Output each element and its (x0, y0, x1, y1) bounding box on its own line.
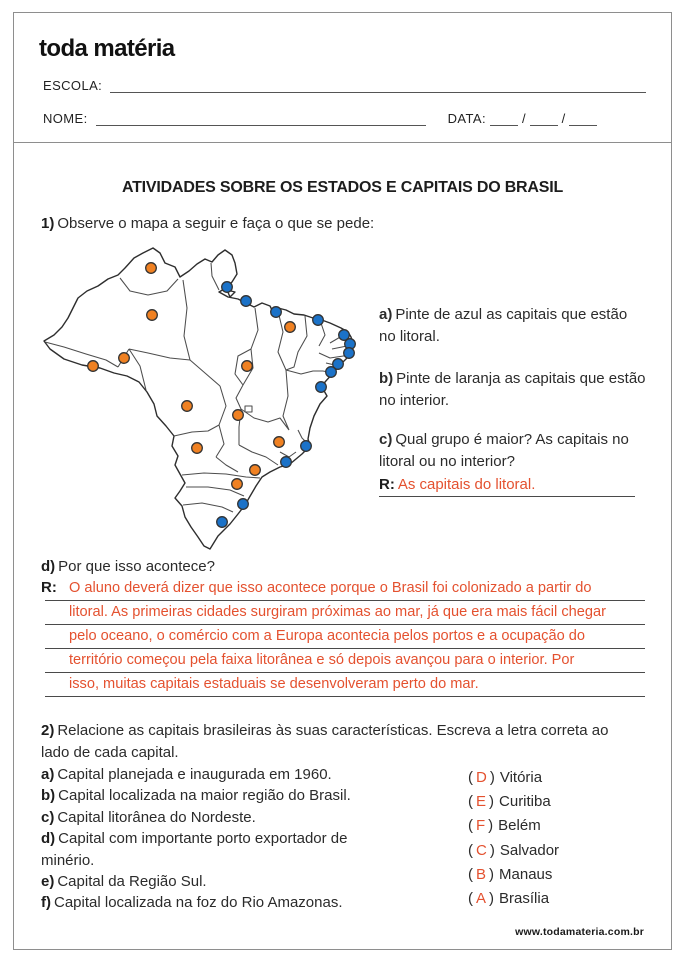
capital-dot-litoral (222, 282, 233, 293)
q2-answer-capital: Salvador (499, 841, 560, 859)
escola-row (43, 77, 646, 93)
question1-prompt (41, 213, 374, 235)
data-label: DATA: (447, 111, 486, 126)
nome-blank-line (96, 110, 426, 126)
q2-item-d-text: Capital com importante porto exportador de minério. (41, 830, 348, 869)
answer-d-label: R: (41, 579, 57, 596)
escola-blank-line (110, 77, 646, 93)
q2-answer-row: ( E ) Curitiba (468, 793, 551, 811)
question2-number: 2) (41, 722, 55, 739)
q1-item-d-letter: d) (41, 558, 56, 575)
q1-item-d (41, 556, 215, 578)
capital-dot-interior (250, 465, 261, 476)
answer-d-line: território começou pela faixa litorânea e só depois avançou para o interior. Por (45, 649, 645, 673)
capital-dot-litoral (241, 296, 252, 307)
q2-item-f-letter: f) (41, 894, 51, 912)
q2-answer-row: ( A ) Brasília (468, 889, 550, 907)
q2-answer-capital: Manaus (499, 865, 553, 883)
capital-dot-interior (285, 322, 296, 333)
capital-dot-interior (147, 310, 158, 321)
answer-c-text: As capitais do litoral. (397, 476, 536, 493)
date-slash: / (561, 111, 566, 126)
escola-label: ESCOLA: (43, 78, 103, 93)
data-month-blank (530, 110, 558, 126)
q2-item-a-text: Capital planejada e inaugurada em 1960. (57, 766, 332, 783)
capital-dot-litoral (316, 382, 327, 393)
nome-row (43, 110, 646, 126)
q2-item-d (41, 828, 389, 871)
q2-answers (468, 766, 559, 911)
q2-item-e-letter: e) (41, 873, 55, 891)
answer-d-line: pelo oceano, o comércio com a Europa acontecia pelos portos e a ocupação do (45, 625, 645, 649)
q1-item-d-text: Por que isso acontece? (58, 558, 215, 575)
q2-item-c-letter: c) (41, 808, 55, 826)
question1-text: Observe o mapa a seguir e faça o que se pede: (57, 215, 375, 232)
q1-item-c (379, 429, 647, 472)
data-day-blank (490, 110, 518, 126)
capital-dot-litoral (313, 315, 324, 326)
q1-item-c-letter: c) (379, 431, 393, 448)
header-box (13, 12, 672, 143)
capital-dot-interior (192, 443, 203, 454)
q2-answer-letter: A (476, 889, 487, 907)
content-box (13, 143, 672, 950)
q2-answer-capital: Vitória (499, 769, 543, 786)
q2-item-e-text: Capital da Região Sul. (57, 873, 207, 891)
q2-item-a-letter: a) (41, 766, 55, 783)
q2-answer-row: ( F ) Belém (468, 817, 541, 835)
question2-text: Relacione as capitais brasileiras às suas características. Escreva a letra correta ao lado de cada capital. (41, 722, 609, 761)
q2-answer-row: ( D ) Vitória (468, 769, 543, 786)
q2-item-c (41, 807, 389, 828)
capital-dot-litoral (281, 457, 292, 468)
answer-d-line: isso, muitas capitais estaduais se desenvolveram perto do mar. (45, 673, 645, 697)
q2-item-e (41, 871, 389, 892)
capital-dot-interior (119, 353, 130, 364)
q2-item-b-letter: b) (41, 787, 56, 805)
capital-dot-litoral (271, 307, 282, 318)
q1-item-b-text: Pinte de laranja as capitais que estão no interior. (379, 370, 646, 409)
q2-item-d-letter: d) (41, 830, 56, 848)
data-year-blank (569, 110, 597, 126)
q1-item-a (379, 304, 647, 347)
q2-answer-letter: C (476, 841, 487, 859)
answer-d-lines (45, 577, 645, 697)
site-url: www.todamateria.com.br (515, 926, 644, 938)
date-slash: / (521, 111, 526, 126)
q2-answer-capital: Curitiba (499, 793, 551, 811)
nome-label: NOME: (43, 111, 88, 126)
question2-prompt (41, 720, 621, 764)
capital-dot-interior (274, 437, 285, 448)
q2-answer-capital: Brasília (499, 889, 550, 907)
q2-answer-letter: D (476, 769, 487, 786)
capital-dot-litoral (301, 441, 312, 452)
q2-item-c-text: Capital litorânea do Nordeste. (57, 808, 256, 826)
question1-number: 1) (41, 215, 55, 232)
q2-answer-row: ( B ) Manaus (468, 865, 553, 883)
capital-dot-interior (233, 410, 244, 421)
capital-dot-litoral (217, 517, 228, 528)
answer-d-line: O aluno deverá dizer que isso acontece porque o Brasil foi colonizado a partir do (45, 577, 645, 601)
answer-c-label: R: (379, 476, 395, 493)
q1-answer-c (379, 476, 635, 497)
q2-item-f (41, 892, 389, 913)
capital-dot-litoral (344, 348, 355, 359)
worksheet-title: ATIVIDADES SOBRE OS ESTADOS E CAPITAIS DO BRASIL (121, 179, 564, 196)
capital-dot-interior (88, 361, 99, 372)
q1-item-c-text: Qual grupo é maior? As capitais no litoral ou no interior? (379, 431, 629, 470)
capital-dot-litoral (238, 499, 249, 510)
q1-item-b-letter: b) (379, 370, 394, 387)
brazil-map (42, 246, 370, 554)
capital-dot-interior (146, 263, 157, 274)
capital-dot-interior (182, 401, 193, 412)
q2-answer-row: ( C ) Salvador (468, 841, 560, 859)
q2-item-a (41, 764, 389, 785)
answer-d-line: litoral. As primeiras cidades surgiram próximas ao mar, já que era mais fácil chegar (45, 601, 645, 625)
q2-answer-letter: E (476, 793, 487, 811)
brazil-map-svg (42, 246, 370, 554)
q1-item-a-text: Pinte de azul as capitais que estão no litoral. (379, 306, 628, 345)
q1-item-b (379, 368, 647, 411)
capital-dot-interior (232, 479, 243, 490)
capital-dot-litoral (326, 367, 337, 378)
capital-dot-interior (242, 361, 253, 372)
q2-items (41, 764, 389, 914)
q2-item-b (41, 785, 389, 806)
q1-item-a-letter: a) (379, 306, 393, 323)
q2-item-f-text: Capital localizada na foz do Rio Amazonas. (54, 894, 343, 912)
q2-answer-capital: Belém (498, 817, 541, 835)
q2-item-b-text: Capital localizada na maior região do Brasil. (58, 787, 351, 805)
brand-logo: toda matéria (39, 35, 175, 62)
q2-answer-letter: F (476, 817, 486, 835)
q2-answer-letter: B (476, 865, 487, 883)
